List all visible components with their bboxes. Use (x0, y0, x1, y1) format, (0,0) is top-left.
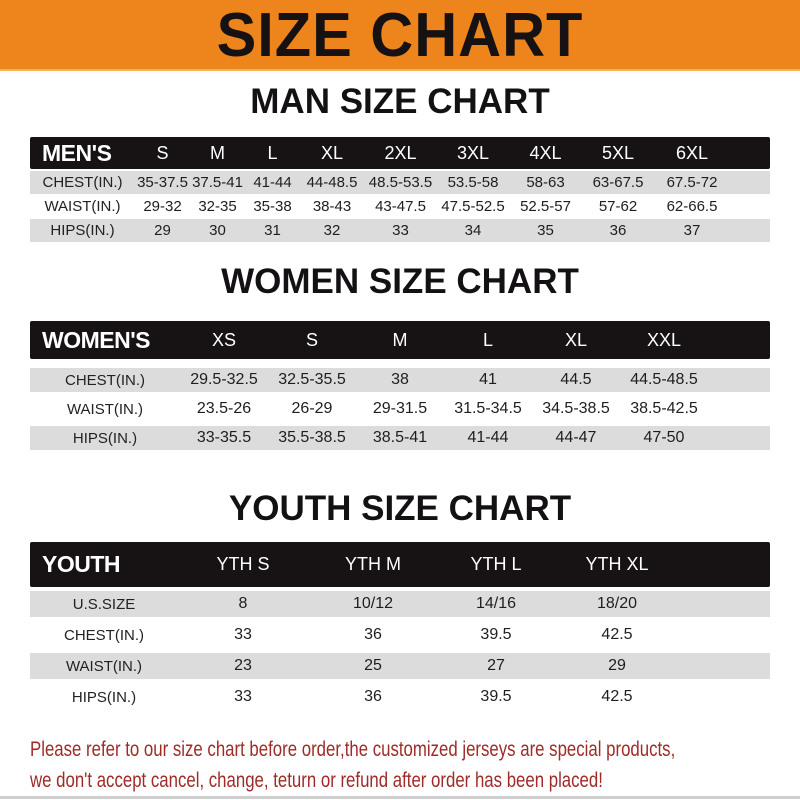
column-header-cell: S (156, 142, 169, 163)
row-label-cell: CHEST(IN.) (65, 371, 145, 389)
column-header-cell: 4XL (529, 142, 562, 163)
table-row (30, 397, 770, 421)
row-label-cell: U.S.SIZE (72, 595, 136, 613)
column-header-cell: YTH L (470, 554, 522, 574)
value-cell: 52.5-57 (520, 198, 571, 215)
value-cell: 41-44 (467, 429, 509, 446)
value-cell: 31 (264, 222, 281, 239)
footer-notice (30, 734, 770, 796)
value-cell: 42.5 (601, 688, 633, 705)
row-label-cell: HIPS(IN.) (72, 429, 138, 447)
value-cell: 35 (537, 222, 554, 239)
value-cell: 67.5-72 (666, 174, 718, 191)
value-cell: 32-35 (198, 198, 237, 215)
women-size-table (30, 321, 770, 450)
value-cell: 38-43 (312, 198, 352, 215)
value-cell: 44-47 (555, 429, 597, 446)
value-cell: 29-31.5 (372, 400, 428, 417)
table-title-cell: YOUTH (42, 551, 120, 577)
value-cell: 14/16 (475, 595, 517, 612)
value-cell: 39.5 (480, 626, 512, 643)
table-title-cell: WOMEN'S (42, 326, 151, 353)
value-cell: 35.5-38.5 (278, 429, 346, 446)
column-header-cell: M (210, 142, 225, 163)
value-cell: 62-66.5 (666, 198, 718, 215)
column-header-cell: 5XL (601, 142, 635, 163)
value-cell: 35-37.5 (137, 174, 188, 191)
value-cell: 23.5-26 (196, 400, 252, 417)
women-section-title: WOMEN SIZE CHART (221, 262, 579, 301)
value-cell: 33-35.5 (196, 429, 252, 446)
column-header-cell: M (392, 329, 408, 350)
value-cell: 30 (209, 222, 226, 239)
men-size-table (30, 137, 770, 242)
table-row (30, 195, 770, 218)
banner-title: SIZE CHART (216, 0, 584, 70)
column-header-cell: 6XL (675, 142, 709, 163)
table-row (30, 368, 770, 392)
column-header-cell: XL (564, 329, 588, 350)
value-cell: 31.5-34.5 (454, 400, 522, 417)
value-cell: 42.5 (601, 626, 633, 643)
value-cell: 29 (154, 222, 171, 239)
value-cell: 37 (683, 222, 701, 239)
value-cell: 47-50 (643, 429, 685, 446)
value-cell: 23 (234, 657, 252, 674)
notice-line-2: we don't accept cancel, change, teturn or refund after order has been placed! (30, 769, 603, 792)
value-cell: 33 (392, 222, 409, 239)
value-cell: 63-67.5 (592, 174, 644, 191)
value-cell: 36 (364, 688, 382, 705)
notice-line-1: Please refer to our size chart before order,the customized jerseys are special products, (30, 738, 676, 761)
value-cell: 57-62 (598, 198, 638, 215)
value-cell: 44-48.5 (306, 174, 358, 191)
column-header-cell: XS (211, 329, 236, 350)
value-cell: 29.5-32.5 (190, 371, 258, 388)
table-row (30, 684, 770, 710)
table-header-row (30, 321, 770, 359)
column-header-cell: YTH S (216, 554, 270, 574)
row-label-cell: HIPS(IN.) (50, 222, 115, 239)
value-cell: 36 (364, 626, 382, 643)
row-label-cell: WAIST(IN.) (44, 198, 121, 215)
table-row (30, 622, 770, 648)
row-label-cell: HIPS(IN.) (71, 688, 137, 706)
row-label-cell: WAIST(IN.) (66, 400, 144, 418)
table-row (30, 426, 770, 450)
column-header-cell: 2XL (384, 142, 417, 163)
column-header-cell: YTH M (345, 554, 401, 574)
value-cell: 38.5-42.5 (630, 400, 698, 417)
value-cell: 29 (608, 657, 626, 674)
value-cell: 35-38 (253, 198, 292, 215)
value-cell: 26-29 (291, 400, 333, 417)
value-cell: 39.5 (480, 688, 512, 705)
value-cell: 48.5-53.5 (368, 174, 433, 191)
value-cell: 38.5-41 (372, 429, 428, 446)
row-label-cell: WAIST(IN.) (65, 657, 143, 675)
value-cell: 43-47.5 (375, 198, 426, 215)
value-cell: 37.5-41 (192, 174, 243, 191)
value-cell: 41 (479, 371, 497, 388)
row-label-cell: CHEST(IN.) (64, 626, 144, 644)
value-cell: 29-32 (143, 198, 182, 215)
column-header-cell: L (267, 142, 278, 163)
value-cell: 10/12 (352, 595, 394, 612)
column-header-cell: XL (320, 142, 344, 163)
banner (0, 0, 800, 71)
table-row (30, 591, 770, 617)
value-cell: 58-63 (526, 174, 565, 191)
value-cell: 32.5-35.5 (278, 371, 346, 388)
man-section-title: MAN SIZE CHART (250, 82, 550, 121)
value-cell: 27 (487, 657, 505, 674)
table-row (30, 171, 770, 194)
table-header-row (30, 542, 770, 587)
value-cell: 44.5 (560, 371, 592, 388)
value-cell: 33 (234, 688, 252, 705)
bottom-edge-line (0, 796, 800, 799)
value-cell: 32 (323, 222, 341, 239)
column-header-cell: L (482, 329, 493, 350)
value-cell: 47.5-52.5 (441, 198, 505, 215)
value-cell: 44.5-48.5 (630, 371, 698, 388)
value-cell: 36 (609, 222, 627, 239)
value-cell: 34.5-38.5 (542, 400, 610, 417)
column-header-cell: 3XL (456, 142, 490, 163)
table-header-row (30, 137, 770, 169)
table-title-cell: MEN'S (42, 139, 112, 166)
row-label-cell: CHEST(IN.) (42, 174, 123, 191)
column-header-cell: XXL (646, 329, 682, 350)
youth-section-title: YOUTH SIZE CHART (228, 489, 572, 528)
value-cell: 25 (364, 657, 382, 674)
table-row (30, 653, 770, 679)
column-header-cell: S (305, 329, 318, 350)
value-cell: 41-44 (253, 174, 292, 191)
value-cell: 38 (391, 371, 409, 388)
youth-size-table (30, 542, 770, 710)
value-cell: 8 (238, 595, 248, 612)
value-cell: 18/20 (596, 595, 638, 612)
value-cell: 34 (464, 222, 482, 239)
column-header-cell: YTH XL (585, 554, 649, 574)
value-cell: 33 (234, 626, 252, 643)
table-row (30, 219, 770, 242)
value-cell: 53.5-58 (447, 174, 499, 191)
